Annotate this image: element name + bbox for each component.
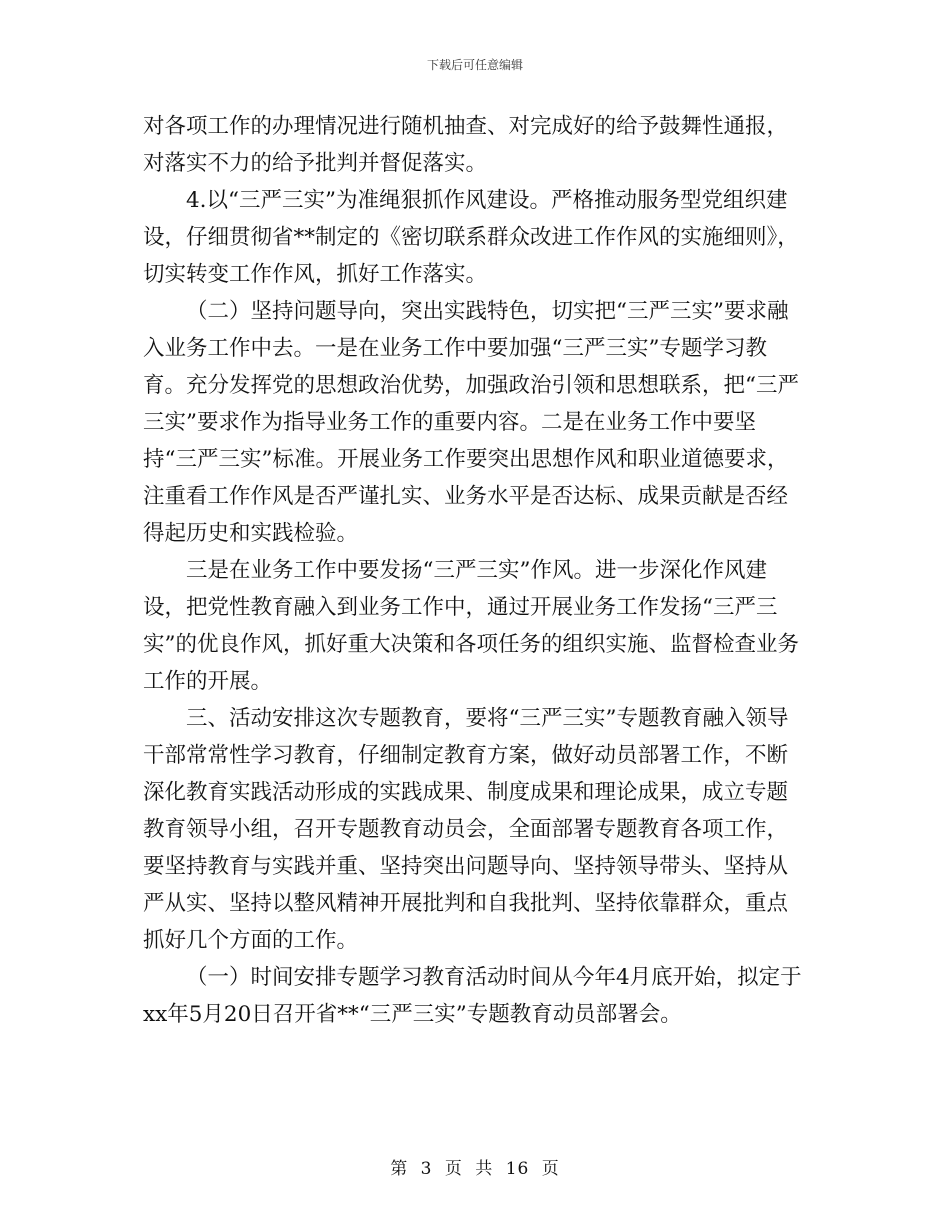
body-paragraph: （二）坚持问题导向，突出实践特色，切实把“三严三实”要求融入业务工作中去。一是在业务工作中要加强“三严三实”专题学习教育。充分发挥党的思想政治优势，加强政治引领和思想联系，把“三严三实”要求作为指导业务工作的重要内容。二是在业务工作中要坚持“三严三实”标准。开展业务工作要突出思想作风和职业道德要求，注重看工作作风是否严谨扎实、业务水平是否达标、成果贡献是否经得起历史和实践检验。 [143, 299, 799, 546]
page-header-note: 下载后可任意编辑 [426, 58, 523, 72]
body-paragraph: 对各项工作的办理情况进行随机抽查、对完成好的给予鼓舞性通报，对落实不力的给予批判并督促落实。 [143, 114, 789, 176]
body-paragraph: 三是在业务工作中要发扬“三严三实”作风。进一步深化作风建设，把党性教育融入到业务工作中，通过开展业务工作发扬“三严三实”的优良作风，抓好重大决策和各项任务的组织实施、监督检查业务工作的开展。 [143, 558, 799, 694]
body-paragraph: （一）时间安排专题学习教育活动时间从今年4月底开始，拟定于xx年5月20日召开省**“三严三实”专题教育动员部署会。 [143, 965, 802, 1027]
page-number-footer: 第 3 页 共 16 页 [390, 1159, 560, 1179]
body-paragraph: 三、活动安排这次专题教育，要将“三严三实”专题教育融入领导干部常常性学习教育，仔细制定教育方案，做好动员部署工作，不断深化教育实践活动形成的实践成果、制度成果和理论成果，成立专题教育领导小组，召开专题教育动员会，全面部署专题教育各项工作，要坚持教育与实践并重、坚持突出问题导向、坚持领导带头、坚持从严从实、坚持以整风精神开展批判和自我批判、坚持依靠群众，重点抓好几个方面的工作。 [143, 706, 789, 953]
body-paragraph: 4.以“三严三实”为准绳狠抓作风建设。严格推动服务型党组织建设，仔细贯彻省**制定的《密切联系群众改进工作作风的实施细则》，切实转变工作作风，抓好工作落实。 [143, 188, 799, 287]
document-body [143, 108, 807, 1033]
